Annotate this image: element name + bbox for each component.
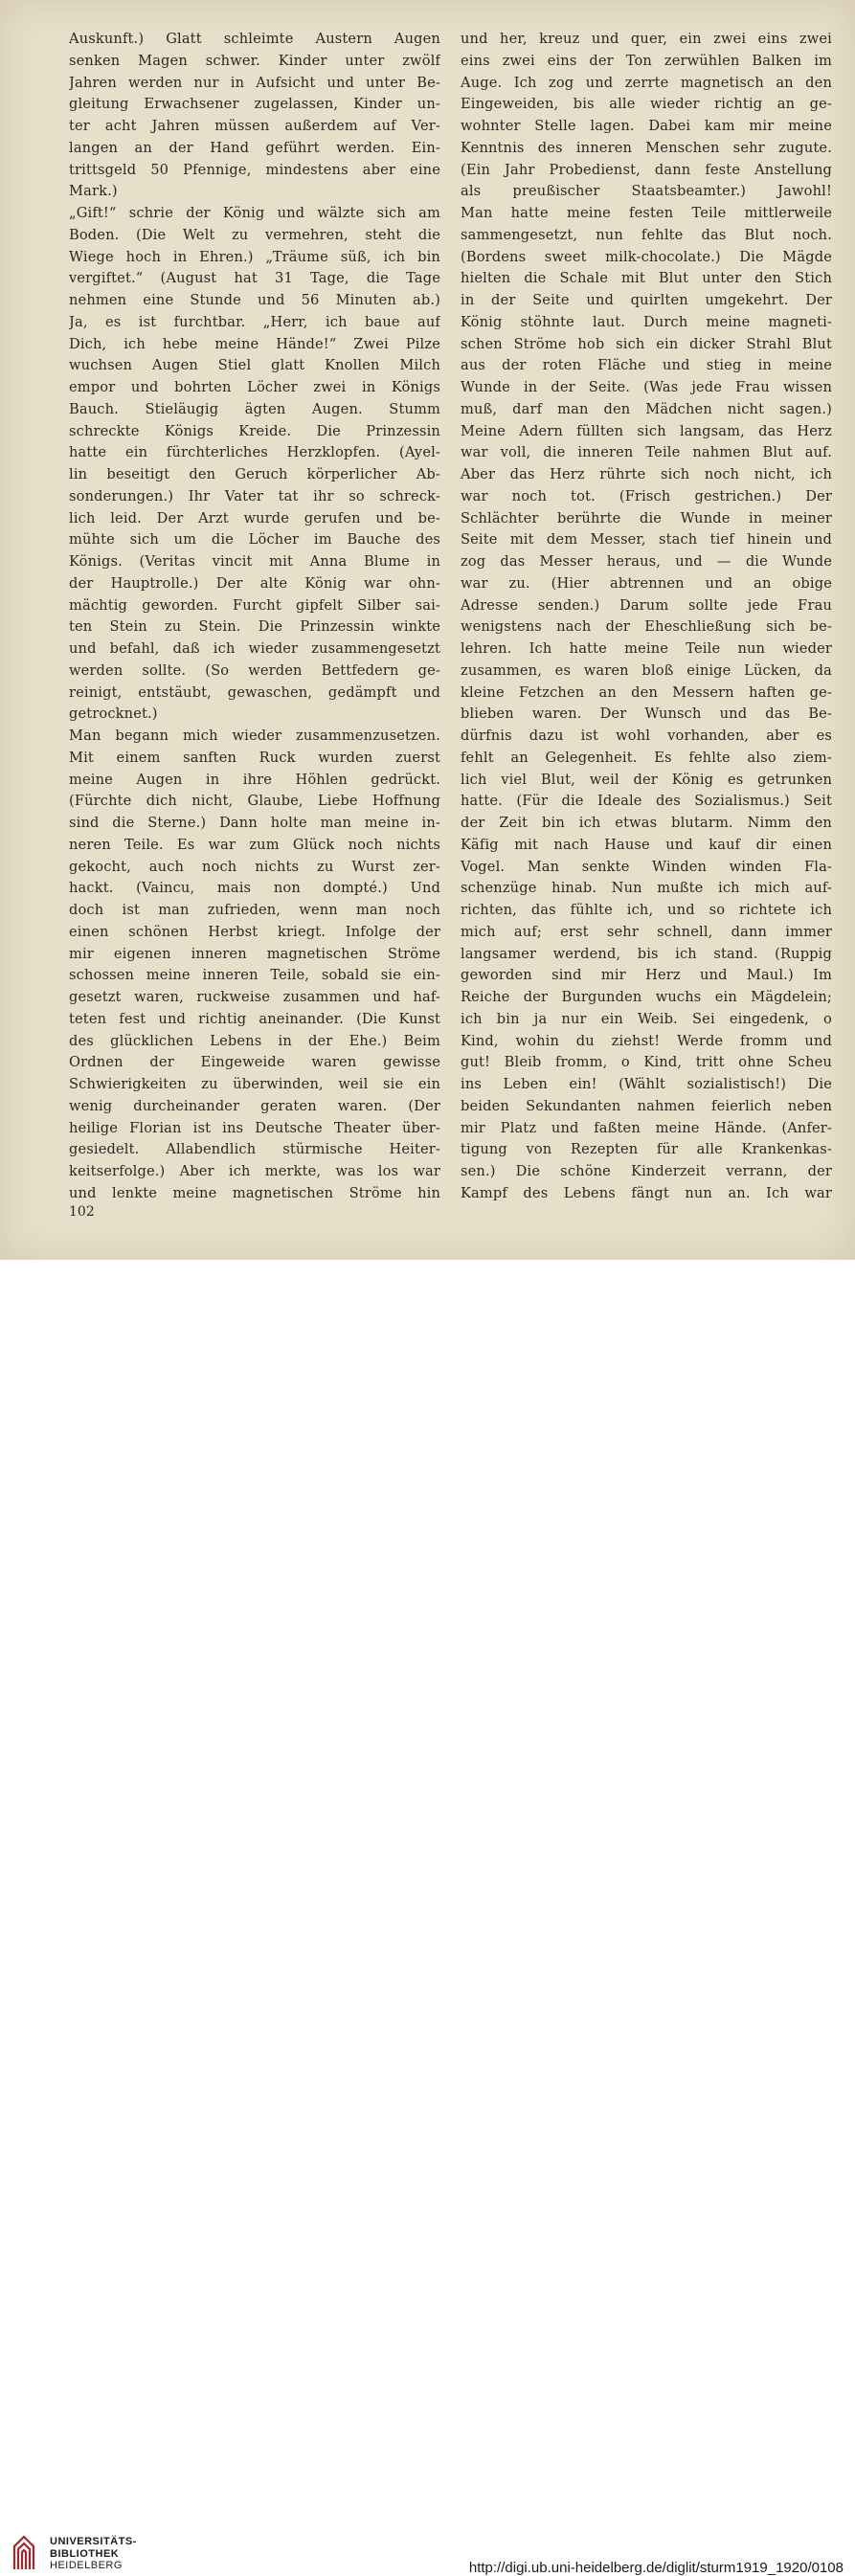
text-line: Königs. (Veritas vincit mit Anna Blume in bbox=[69, 553, 440, 570]
text-line: Eingeweiden, bis alle wieder richtig an ge- bbox=[461, 96, 832, 113]
text-line: Meine Adern füllten sich langsam, das Herz bbox=[461, 422, 832, 439]
text-line: aus der roten Fläche und stieg in meine bbox=[461, 357, 832, 374]
text-line: muß, darf man den Mädchen nicht sagen.) bbox=[461, 400, 832, 417]
text-line: einen schönen Herbst kriegt. Infolge der bbox=[69, 923, 440, 940]
library-seal-icon bbox=[11, 2533, 36, 2571]
text-line: schen Ströme hob sich ein dicker Strahl Blut bbox=[461, 335, 832, 352]
text-line: empor und bohrten Löcher zwei in Königs bbox=[69, 379, 440, 395]
text-line: Auskunft.) Glatt schleimte Austern Augen bbox=[69, 31, 440, 47]
text-line: Mit einem sanften Ruck wurden zuerst bbox=[69, 749, 440, 766]
text-line: (Ein Jahr Probedienst, dann feste Anstellung bbox=[461, 161, 832, 178]
text-line: hielten die Schale mit Blut unter den Stich bbox=[461, 270, 832, 287]
text-line: schossen meine inneren Teile, sobald sie ein- bbox=[69, 967, 440, 984]
text-line: werden sollte. (So werden Bettfedern ge- bbox=[69, 661, 440, 679]
text-line: wuchsen Augen Stiel glatt Knollen Milch bbox=[69, 357, 440, 374]
text-line: mühte sich um die Löcher im Bauche des bbox=[69, 531, 440, 549]
text-line: Mark.) bbox=[69, 183, 118, 200]
text-line: senken Magen schwer. Kinder unter zwölf bbox=[69, 52, 440, 69]
text-line: meine Augen in ihre Höhlen gedrückt. bbox=[69, 771, 440, 788]
text-line: Ja, es ist furchtbar. „Herr, ich baue auf bbox=[69, 313, 440, 330]
text-line: keitserfolge.) Aber ich merkte, was los war bbox=[69, 1163, 440, 1179]
text-line: Ordnen der Eingeweide waren gewisse bbox=[69, 1054, 440, 1071]
text-line: hackt. (Vaincu, mais non dompté.) Und bbox=[69, 880, 440, 897]
text-line: Adresse senden.) Darum sollte jede Frau bbox=[461, 596, 832, 614]
text-line: Boden. (Die Welt zu vermehren, steht die bbox=[69, 226, 440, 243]
text-line: schreckte Königs Kreide. Die Prinzessin bbox=[69, 422, 440, 439]
scanned-page bbox=[0, 0, 855, 1260]
text-line: gekocht, auch noch nichts zu Wurst zer- bbox=[69, 858, 440, 875]
text-line: hatte. (Für die Ideale des Sozialismus.) Seit bbox=[461, 793, 832, 810]
text-line: teten fest und richtig aneinander. (Die Kunst bbox=[69, 1010, 440, 1027]
text-line: Kampf des Lebens fängt nun an. Ich war bbox=[461, 1184, 832, 1201]
text-line: war noch tot. (Frisch gestrichen.) Der bbox=[461, 487, 832, 504]
text-line: getrocknet.) bbox=[69, 706, 158, 723]
text-line: reinigt, entstäubt, gewaschen, gedämpft und bbox=[69, 683, 440, 701]
text-line: eins zwei eins der Ton zerwühlen Balken im bbox=[461, 52, 832, 69]
text-line: vergiftet.“ (August hat 31 Tage, die Tage bbox=[69, 270, 440, 287]
text-line: Man hatte meine festen Teile mittlerweile bbox=[461, 205, 832, 221]
text-line: Käfig mit nach Hause und kauf dir einen bbox=[461, 836, 832, 853]
text-line: mächtig geworden. Furcht gipfelt Silber sai- bbox=[69, 596, 440, 614]
text-line: schenzüge hinab. Nun mußte ich mich auf- bbox=[461, 880, 832, 897]
right-text-column bbox=[461, 29, 832, 1205]
text-line: langsamer werdend, bis ich stand. (Ruppig bbox=[461, 945, 832, 962]
text-line: und her, kreuz und quer, ein zwei eins zwei bbox=[461, 31, 832, 47]
text-line: Auge. Ich zog und zerrte magnetisch an den bbox=[461, 74, 832, 91]
text-line: nehmen eine Stunde und 56 Minuten ab.) bbox=[69, 292, 440, 308]
text-line: hatte ein fürchterliches Herzklopfen. (Ayel- bbox=[69, 444, 440, 461]
text-line: trittsgeld 50 Pfennige, mindestens aber eine bbox=[69, 161, 440, 178]
text-line: tigung von Rezepten für alle Krankenkas- bbox=[461, 1141, 832, 1158]
text-line: Vogel. Man senkte Winden winden Fla- bbox=[461, 858, 832, 875]
viewer-footer bbox=[0, 1260, 855, 2576]
text-line: ins Leben ein! (Wählt sozialistisch!) Die bbox=[461, 1076, 832, 1092]
text-line: lich leid. Der Arzt wurde gerufen und be- bbox=[69, 509, 440, 526]
text-line: König stöhnte laut. Durch meine magneti- bbox=[461, 313, 832, 330]
institution-name bbox=[50, 2536, 137, 2572]
text-line: ter acht Jahren müssen außerdem auf Ver- bbox=[69, 118, 440, 134]
text-line: zog das Messer heraus, und — die Wunde bbox=[461, 553, 832, 570]
text-line: lich viel Blut, weil der König es getrunken bbox=[461, 771, 832, 788]
text-line: war zu. (Hier abtrennen und an obige bbox=[461, 574, 832, 592]
text-line: sonderungen.) Ihr Vater tat ihr so schreck- bbox=[69, 487, 440, 504]
text-line: gesetzt waren, ruckweise zusammen und haf- bbox=[69, 989, 440, 1005]
text-line: ich bin ja nur ein Weib. Sei eingedenk, o bbox=[461, 1010, 832, 1027]
text-line: langen an der Hand geführt werden. Ein- bbox=[69, 139, 440, 156]
text-line: der Hauptrolle.) Der alte König war ohn- bbox=[69, 574, 440, 592]
text-line: war voll, die inneren Teile nahmen Blut auf. bbox=[461, 444, 832, 461]
text-line: fehlt an Gelegenheit. Es fehlte also ziem- bbox=[461, 749, 832, 766]
text-line: neren Teile. Es war zum Glück noch nichts bbox=[69, 836, 440, 853]
text-line: Kenntnis des inneren Menschen sehr zugute. bbox=[461, 139, 832, 156]
text-line: wenig durcheinander geraten waren. (Der bbox=[69, 1097, 440, 1114]
text-line: (Bordens sweet milk-chocolate.) Die Mägde bbox=[461, 248, 832, 265]
text-line: dürfnis dazu ist wohl vorhanden, aber es bbox=[461, 728, 832, 744]
text-line: Reiche der Burgunden wuchs ein Mägdelein; bbox=[461, 989, 832, 1005]
text-line: mir eigenen inneren magnetischen Ströme bbox=[69, 945, 440, 962]
text-line: Wiege hoch in Ehren.) „Träume süß, ich bin bbox=[69, 248, 440, 265]
institution-line-1: UNIVERSITÄTS- bbox=[50, 2536, 137, 2547]
text-line: blieben waren. Der Wunsch und das Be- bbox=[461, 706, 832, 723]
text-line: wenigstens nach der Eheschließung sich be- bbox=[461, 618, 832, 636]
text-line: Man begann mich wieder zusammenzusetzen. bbox=[69, 728, 440, 744]
text-line: gut! Bleib fromm, o Kind, tritt ohne Scheu bbox=[461, 1054, 832, 1071]
text-line: Jahren werden nur in Aufsicht und unter Be- bbox=[69, 74, 440, 91]
text-line: Wunde in der Seite. (Was jede Frau wissen bbox=[461, 379, 832, 395]
text-line: Schwierigkeiten zu überwinden, weil sie ein bbox=[69, 1076, 440, 1092]
text-line: und lenkte meine magnetischen Ströme hin bbox=[69, 1184, 440, 1201]
text-line: sammengesetzt, nun fehlte das Blut noch. bbox=[461, 226, 832, 243]
text-line: Dich, ich hebe meine Hände!“ Zwei Pilze bbox=[69, 335, 440, 352]
page-number: 102 bbox=[69, 1204, 95, 1220]
text-line: mich auf; erst sehr schnell, dann immer bbox=[461, 923, 832, 940]
text-line: wohnter Stelle lagen. Dabei kam mir meine bbox=[461, 118, 832, 134]
text-line: kleine Fetzchen an den Messern haften ge- bbox=[461, 683, 832, 701]
text-line: Schlächter berührte die Wunde in meiner bbox=[461, 509, 832, 526]
permalink-url[interactable]: http://digi.ub.uni-heidelberg.de/diglit/sturm1919_1920/0108 bbox=[468, 2560, 844, 2576]
text-line: geworden sind mir Herz und Maul.) Im bbox=[461, 967, 832, 984]
text-line: zusammen, es waren bloß einige Lücken, da bbox=[461, 661, 832, 679]
text-line: des glücklichen Lebens in der Ehe.) Beim bbox=[69, 1032, 440, 1049]
text-line: sen.) Die schöne Kinderzeit verrann, der bbox=[461, 1163, 832, 1179]
text-line: Seite mit dem Messer, stach tief hinein und bbox=[461, 531, 832, 549]
text-line: und befahl, daß ich wieder zusammengesetzt bbox=[69, 640, 440, 657]
text-line: „Gift!“ schrie der König und wälzte sich am bbox=[69, 205, 440, 221]
left-text-column bbox=[69, 29, 440, 1205]
institution-line-2: BIBLIOTHEK bbox=[50, 2547, 120, 2560]
text-line: als preußischer Staatsbeamter.) Jawohl! bbox=[461, 183, 832, 200]
text-line: ten Stein zu Stein. Die Prinzessin winkte bbox=[69, 618, 440, 636]
text-line: Kind, wohin du ziehst! Werde fromm und bbox=[461, 1032, 832, 1049]
text-line: der Zeit bin ich etwas blutarm. Nimm den bbox=[461, 815, 832, 831]
text-line: sind die Sterne.) Dann holte man meine in- bbox=[69, 815, 440, 831]
text-line: beiden Sekundanten nahmen feierlich neben bbox=[461, 1097, 832, 1114]
text-line: in der Seite und quirlten umgekehrt. Der bbox=[461, 292, 832, 308]
text-line: doch ist man zufrieden, wenn man noch bbox=[69, 902, 440, 918]
text-line: Aber das Herz rührte sich noch nicht, ich bbox=[461, 466, 832, 482]
text-line: gleitung Erwachsener zugelassen, Kinder un- bbox=[69, 96, 440, 113]
text-line: (Fürchte dich nicht, Glaube, Liebe Hoffnung bbox=[69, 793, 440, 810]
text-line: Bauch. Stieläugig ägten Augen. Stumm bbox=[69, 400, 440, 417]
institution-line-3: HEIDELBERG bbox=[50, 2560, 123, 2571]
text-line: mir Platz und faßten meine Hände. (Anfer- bbox=[461, 1119, 832, 1136]
text-line: gesiedelt. Allabendlich stürmische Heiter- bbox=[69, 1141, 440, 1158]
text-line: richten, das fühlte ich, und so richtete ich bbox=[461, 902, 832, 918]
text-line: heilige Florian ist ins Deutsche Theater über- bbox=[69, 1119, 440, 1136]
text-line: lin beseitigt den Geruch körperlicher Ab- bbox=[69, 466, 440, 482]
text-line: lehren. Ich hatte meine Teile nun wieder bbox=[461, 640, 832, 657]
